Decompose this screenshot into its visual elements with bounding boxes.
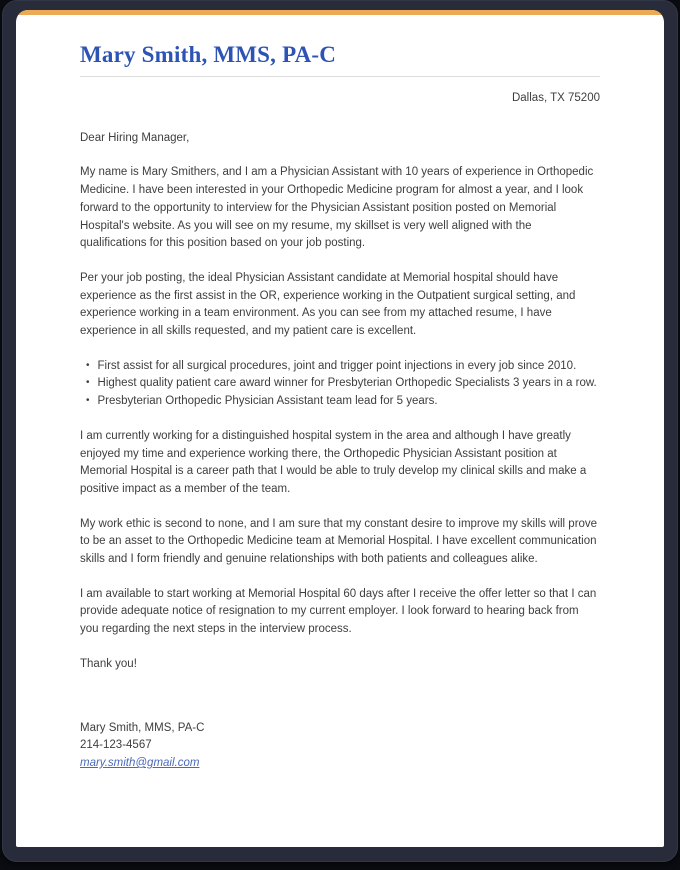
paragraph-body-1: I am currently working for a distinguished hospital system in the area and although I have greatly enjoyed my time and experience working there, the Orthopedic Physician Assistant position at Memorial Hospital is a career path that I would be able to truly develop my clinical skills and make a positive impact as a member of the team. [80, 429, 587, 495]
list-item: • First assist for all surgical procedures, joint and trigger point injections in every job since 2010. [86, 358, 600, 376]
cover-letter-page [16, 10, 664, 847]
paragraph-body-3: I am available to start working at Memorial Hospital 60 days after I receive the offer letter so that I can provide adequate notice of resignation to my current employer. I look forward to hearing back from you regarding the next steps in the interview process. [80, 587, 597, 636]
closing-thanks: Thank you! [80, 657, 137, 670]
paragraph-body-2: My work ethic is second to none, and I am sure that my constant desire to improve my skills will prove to be an asset to the Orthopedic Medicine team at Memorial Hospital. I have excellent communication skills and I form friendly and genuine relationships with both patients and colleagues alike. [80, 517, 598, 566]
letter-content [16, 15, 664, 773]
preview-frame [2, 0, 678, 862]
signature-name: Mary Smith, MMS, PA-C [80, 721, 205, 734]
signature-phone: 214-123-4567 [80, 739, 152, 752]
paragraph-intro-1: My name is Mary Smithers, and I am a Physician Assistant with 10 years of experience in Orthopedic Medicine. I have been interested in your Orthopedic Medicine program for almost a year, and I look forward to the opportunity to interview for the Physician Assistant position posted on Memorial Hospital's website. As you will see on my resume, my skillset is very well aligned with the qualifications for this position based on your job posting. [80, 166, 594, 250]
paragraph-intro-2: Per your job posting, the ideal Physician Assistant candidate at Memorial hospital should have experience as the first assist in the OR, experience working in the Outpatient surgical setting, and experience working in a team environment. As you can see from my attached resume, I have experience in all skills requested, and my patient care is excellent. [80, 271, 576, 338]
location-text: Dallas, TX 75200 [511, 92, 600, 104]
signature-email-link[interactable]: mary.smith@gmail.com [80, 756, 200, 769]
page-title: Mary Smith, MMS, PA-C [80, 42, 337, 67]
salutation: Dear Hiring Manager, [80, 131, 190, 144]
qualifications-list [80, 358, 600, 411]
list-item: • Presbyterian Orthopedic Physician Assistant team lead for 5 years. [86, 393, 600, 411]
list-item: • Highest quality patient care award winner for Presbyterian Orthopedic Specialists 3 years in a row. [86, 375, 600, 393]
header-divider [80, 76, 600, 77]
signature-block [80, 720, 600, 773]
